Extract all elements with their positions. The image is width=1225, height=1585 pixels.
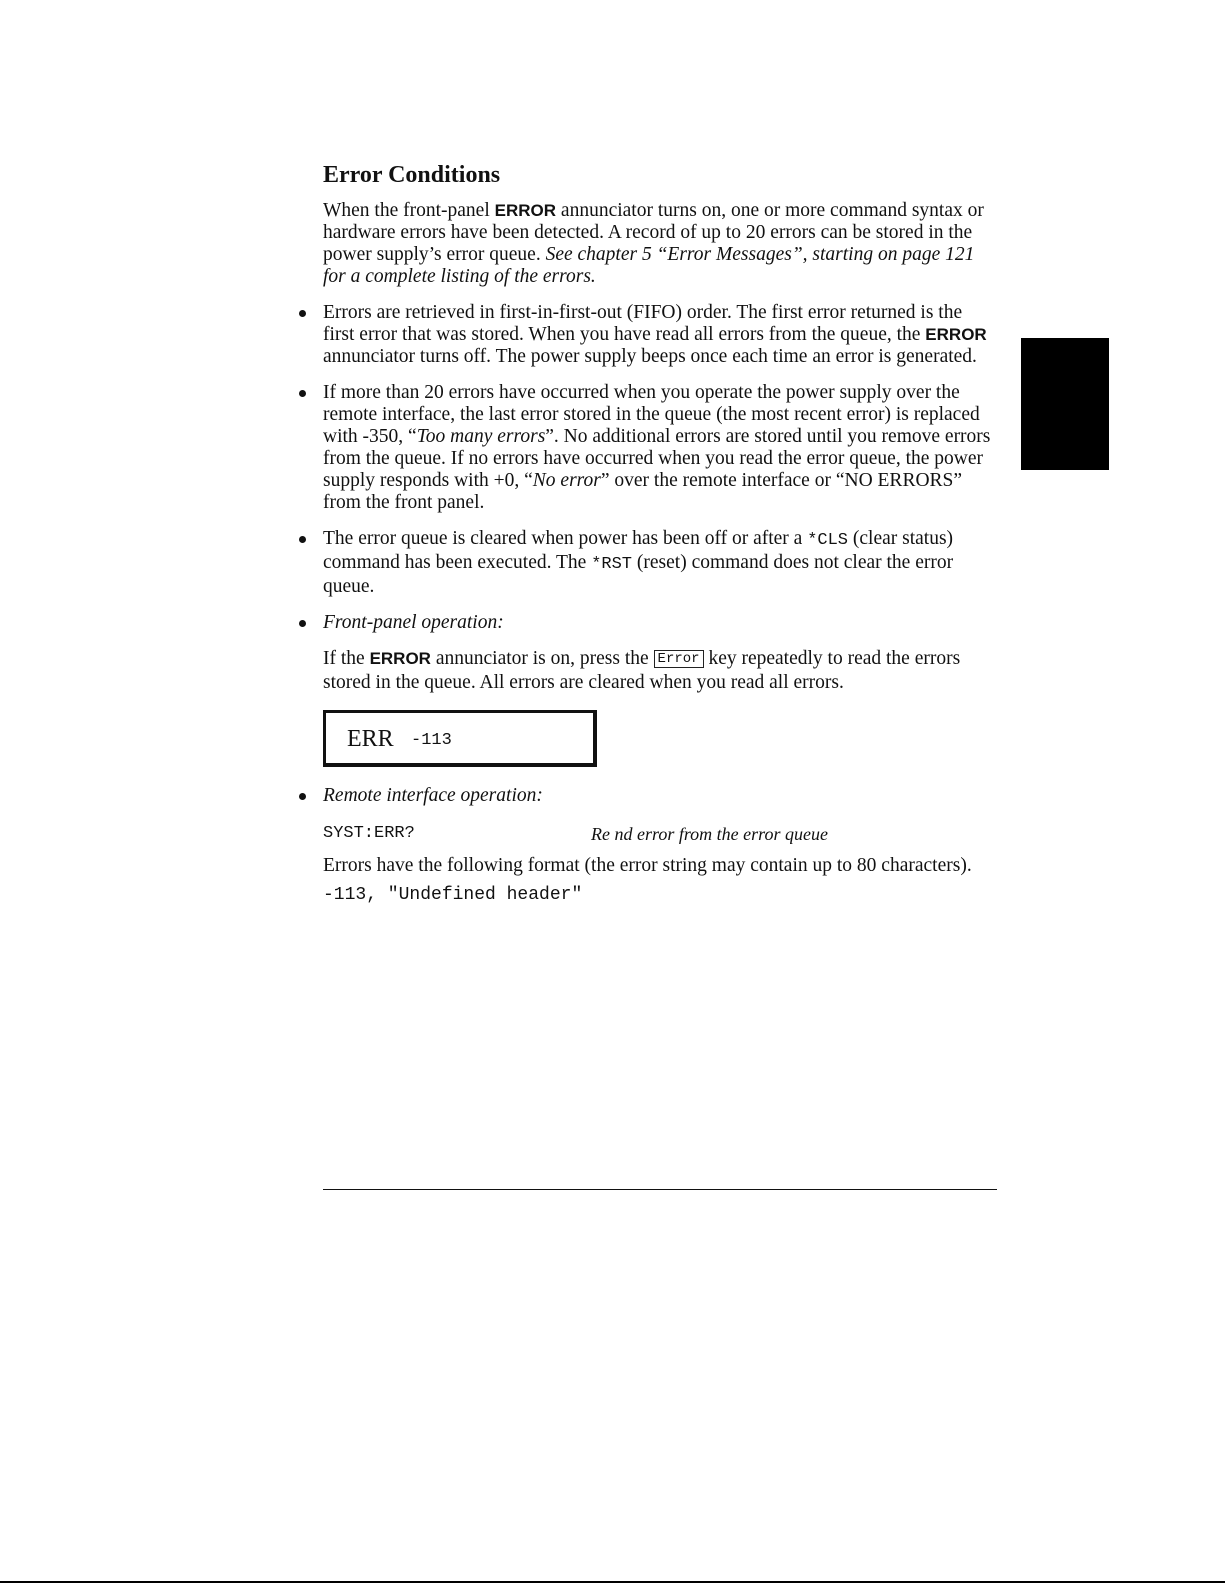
clear-text-3: (reset) command does not clear the error queue. <box>323 552 954 597</box>
intro-text-2: annunciator turns on, one or more command syntax or hardware errors have been detected. A record of up to 20 errors can be stored in the power supply’s error queue. <box>323 200 984 265</box>
page-bottom-edge <box>0 1581 1225 1583</box>
cls-command: *CLS <box>807 531 849 550</box>
remote-heading: Remote interface operation: <box>323 785 543 806</box>
section-title: Error Conditions <box>323 162 501 188</box>
command-row <box>323 821 993 847</box>
bullet-remote <box>323 785 993 807</box>
rst-command: *RST <box>591 555 633 574</box>
footer-rule <box>323 1189 997 1190</box>
error-example: -113, "Undefined header" <box>323 885 583 905</box>
syst-err-command: SYST:ERR? <box>323 824 415 843</box>
clear-text-2: (clear status) command has been executed. The <box>323 528 954 573</box>
error-key: Error <box>654 650 704 668</box>
intro-paragraph <box>323 200 993 288</box>
fifo-text-1: Errors are retrieved in first-in-first-out (FIFO) order. The first error returned is the first error that was stored. When you have read all errors from the queue, the <box>323 302 963 345</box>
front-panel-text-2: annunciator is on, press the <box>430 648 654 669</box>
bullet-front-panel <box>323 612 993 634</box>
command-description: Re nd error from the error queue <box>591 824 828 844</box>
chapter-thumb-tab <box>1021 338 1109 470</box>
overflow-text-3: ” over the remote interface or “NO ERRORS” from the front panel. <box>323 470 963 513</box>
clear-text-1: The error queue is cleared when power has been off or after a <box>323 528 808 549</box>
front-panel-text-1: If the <box>323 648 370 669</box>
error-format-text: Errors have the following format (the error string may contain up to 80 characters). <box>323 855 972 876</box>
front-panel-text-3: key repeatedly to read the errors stored in the queue. All errors are cleared when you read all errors. <box>323 648 961 693</box>
bullet-fifo <box>323 302 993 368</box>
display-err-text: ERR <box>347 726 394 752</box>
too-many-errors-text: Too many errors <box>416 426 546 447</box>
overflow-text-1: If more than 20 errors have occurred when you operate the power supply over the remote interface, the last error stored in the queue (the most recent error) is replaced with -350, “ <box>323 382 980 447</box>
display-error-code: -113 <box>411 731 452 750</box>
error-annunciator-label: ERROR <box>494 201 557 220</box>
chapter-reference: See chapter 5 “Error Messages”, starting on page 121 for a complete listing of the errors. <box>323 244 975 287</box>
no-error-text: No error <box>532 470 601 491</box>
front-panel-display <box>323 710 597 767</box>
intro-text-1: When the front-panel <box>323 200 495 221</box>
bullet-overflow <box>323 382 993 514</box>
front-panel-heading: Front-panel operation: <box>323 612 504 633</box>
front-panel-paragraph <box>323 648 993 694</box>
fifo-text-2: annunciator turns off. The power supply beeps once each time an error is generated. <box>323 346 977 367</box>
error-annunciator-label: ERROR <box>925 325 987 344</box>
error-annunciator-label: ERROR <box>369 649 431 668</box>
page-content <box>323 160 993 905</box>
overflow-text-2: ”. No additional errors are stored until you remove errors from the queue. If no errors have occurred when you read the error queue, the power supply responds with +0, “ <box>323 426 991 491</box>
bullet-clear <box>323 528 993 598</box>
